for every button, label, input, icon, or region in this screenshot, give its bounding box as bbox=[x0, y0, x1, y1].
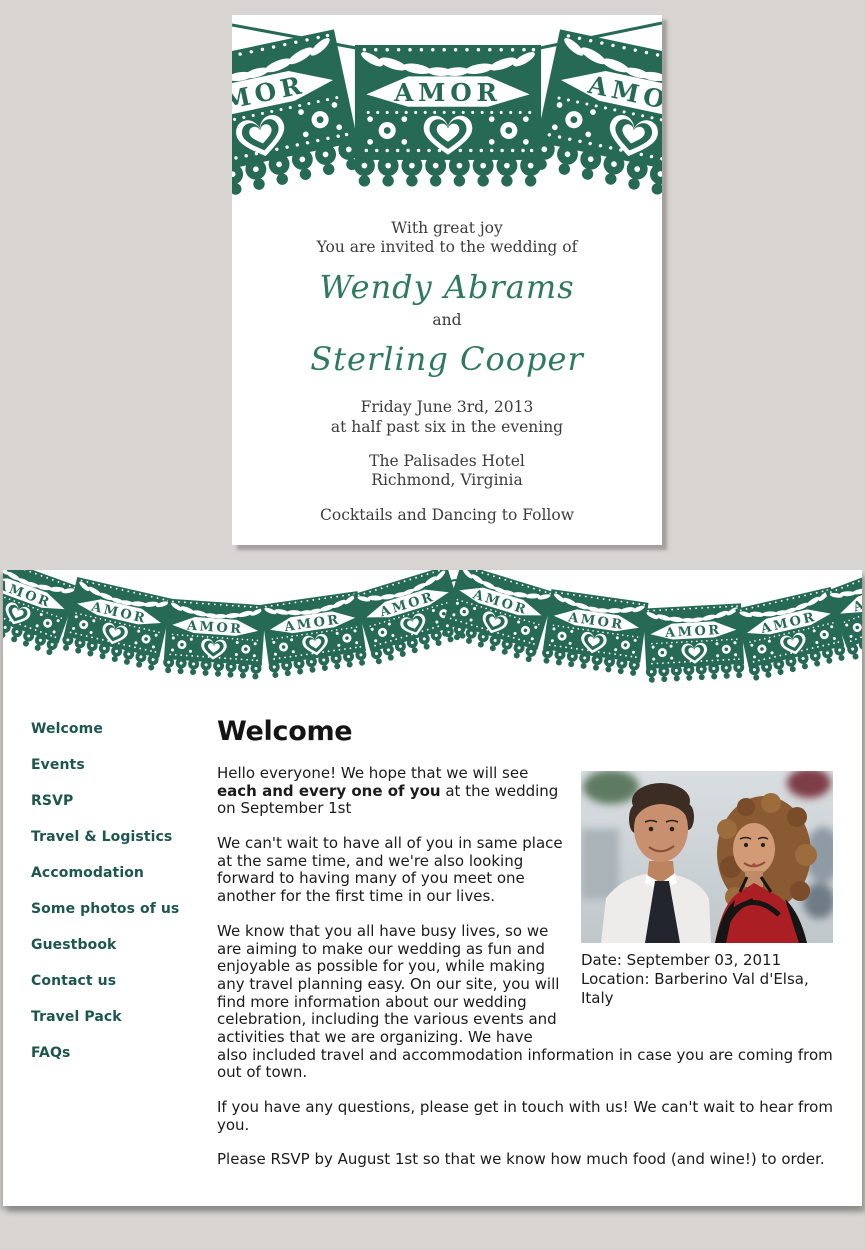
invitation-conjunction: and bbox=[432, 310, 462, 329]
sidebar-link[interactable]: Contact us bbox=[31, 973, 117, 989]
welcome-paragraph-4: If you have any questions, please get in touch with us! We can't wait to hear from you. bbox=[217, 1098, 833, 1134]
sidebar-link[interactable]: Travel & Logistics bbox=[31, 829, 173, 845]
sidebar-item-travel-pack[interactable] bbox=[31, 1006, 179, 1025]
papel-picado-garland bbox=[3, 570, 862, 722]
papel-picado-banner bbox=[232, 15, 662, 230]
sidebar-link[interactable]: Welcome bbox=[31, 721, 103, 737]
website-panel bbox=[3, 570, 862, 1206]
sidebar-link[interactable]: RSVP bbox=[31, 793, 74, 809]
papel-picado-flag-icon bbox=[530, 29, 662, 206]
sidebar-item-welcome[interactable] bbox=[31, 718, 179, 737]
papel-picado-flag-icon bbox=[439, 570, 555, 664]
welcome-paragraph-2: We can't wait to have all of you in same place at the same time, and we're also looking forward to having many of you meet one another for the first time in our lives. bbox=[217, 834, 563, 906]
paragraph-text: at the wedding on September 1st bbox=[217, 781, 559, 818]
welcome-paragraph-5: Please RSVP by August 1st so that we know how much food (and wine!) to order. bbox=[217, 1150, 825, 1169]
papel-picado-flag-icon bbox=[162, 599, 265, 680]
invitation-text bbox=[232, 219, 662, 525]
papel-picado-flag-icon bbox=[643, 603, 745, 683]
invitation-card bbox=[232, 15, 662, 545]
sidebar-link[interactable]: Events bbox=[31, 757, 85, 773]
photo-caption-location: Location: Barberino Val d'Elsa, Italy bbox=[581, 969, 809, 1007]
couple-photo bbox=[581, 771, 833, 943]
photo-caption-date: Date: September 03, 2011 bbox=[581, 951, 782, 969]
papel-picado-flag-icon bbox=[260, 591, 368, 678]
sidebar-link[interactable]: Travel Pack bbox=[31, 1009, 122, 1025]
paragraph-text: Hello everyone! We hope that we will see bbox=[217, 764, 529, 782]
invitation-intro-line2: You are invited to the wedding of bbox=[316, 238, 578, 257]
sidebar-item-rsvp[interactable] bbox=[31, 790, 179, 809]
papel-picado-flag-icon bbox=[232, 29, 363, 206]
sidebar-item-travel-logistics[interactable] bbox=[31, 826, 179, 845]
paragraph-bold-text: each and every one of you bbox=[217, 781, 441, 800]
sidebar-link[interactable]: FAQs bbox=[31, 1045, 71, 1061]
papel-picado-flag-icon bbox=[541, 589, 649, 676]
invitation-time: at half past six in the evening bbox=[330, 417, 564, 436]
welcome-paragraph-3: We know that you all have busy lives, so we are aiming to make our wedding as fun and enjoyable as possible for you, while making any travel planning easy. On our site, you will find more information about our wedding celebration, including the various events and activities that we are organizing. We have also included travel and accommodation information in case you are coming from out of town. bbox=[217, 921, 833, 1082]
sidebar-nav bbox=[31, 718, 179, 1078]
sidebar-item-photos[interactable] bbox=[31, 898, 179, 917]
invitation-intro-line1: With great joy bbox=[391, 219, 503, 237]
invitation-date: Friday June 3rd, 2013 bbox=[360, 398, 534, 417]
sidebar-link[interactable]: Guestbook bbox=[31, 937, 117, 953]
sidebar-item-accomodation[interactable] bbox=[31, 862, 179, 881]
couple-photo-block bbox=[581, 771, 833, 1007]
sidebar-item-faqs[interactable] bbox=[31, 1042, 179, 1061]
invitation-venue: The Palisades Hotel bbox=[369, 451, 525, 470]
invitation-city: Richmond, Virginia bbox=[371, 471, 523, 490]
sidebar-item-contact[interactable] bbox=[31, 970, 179, 989]
sidebar-item-guestbook[interactable] bbox=[31, 934, 179, 953]
invitation-closing: Cocktails and Dancing to Follow bbox=[320, 505, 574, 524]
papel-picado-flag-icon bbox=[354, 45, 541, 187]
bride-name: Wendy Abrams bbox=[319, 267, 575, 306]
page-title: Welcome bbox=[217, 716, 353, 747]
sidebar-link[interactable]: Accomodation bbox=[31, 865, 145, 881]
groom-name: Sterling Cooper bbox=[310, 340, 584, 379]
sidebar-link[interactable]: Some photos of us bbox=[31, 901, 180, 917]
sidebar-item-events[interactable] bbox=[31, 754, 179, 773]
papel-picado-flag-icon bbox=[60, 577, 173, 672]
main-content bbox=[217, 716, 833, 1186]
